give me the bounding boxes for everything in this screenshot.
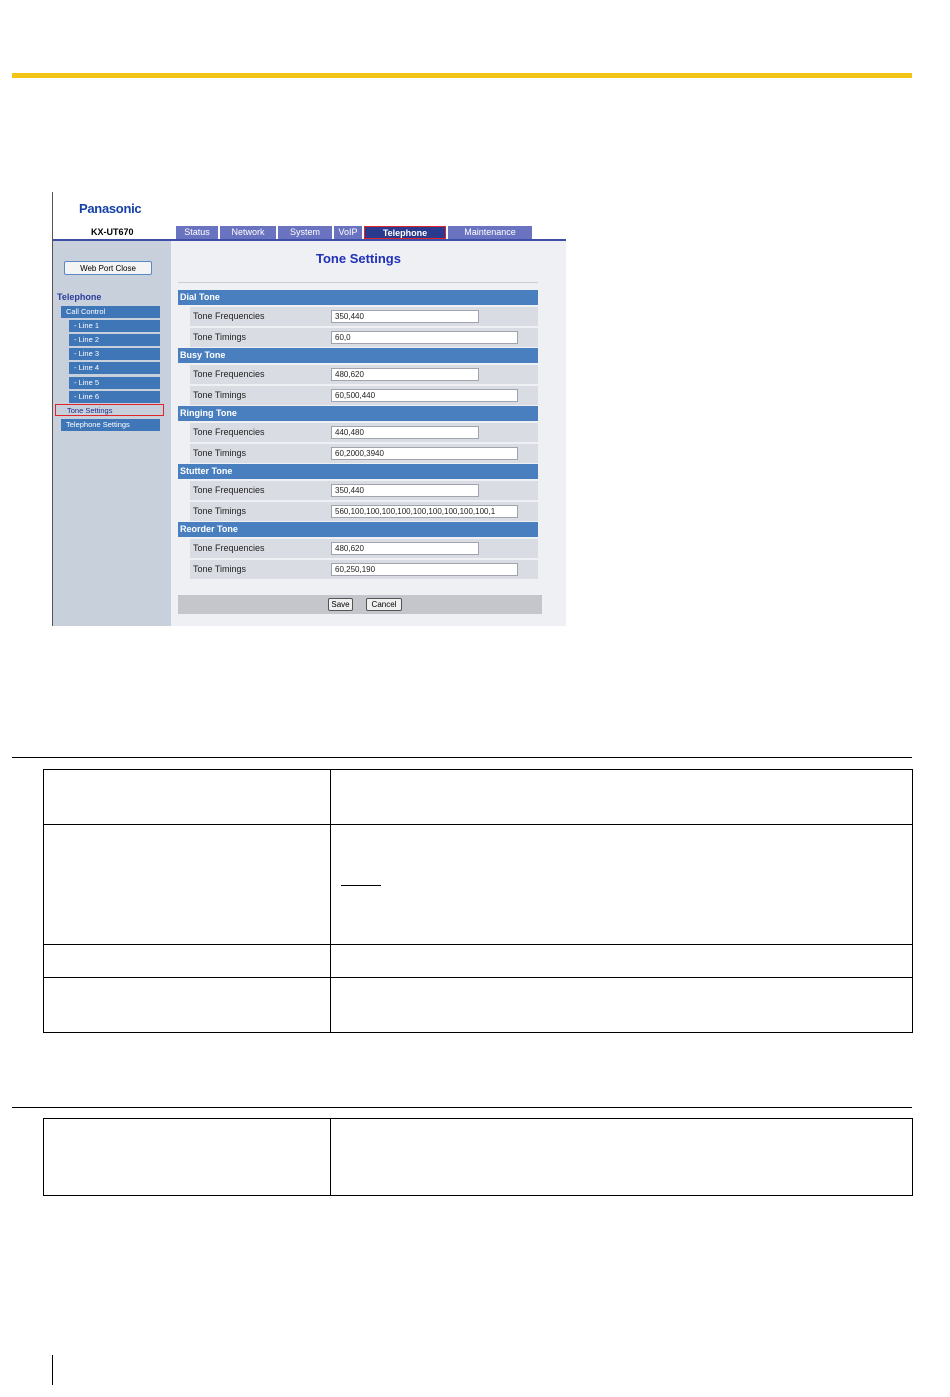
tab-maintenance[interactable]: Maintenance [448,226,532,239]
sidebar-section-telephone: Telephone [57,292,102,302]
field-label: Tone Timings [193,448,247,458]
page-margin-bar [52,1355,53,1385]
table-cell [331,978,913,1033]
dial-tone-timings-input[interactable]: 60,0 [331,331,518,344]
field-label: Tone Frequencies [193,311,265,321]
table-cell [44,978,331,1033]
field-label: Tone Timings [193,564,247,574]
header-rule [12,73,912,78]
sidebar-item-line-2[interactable]: - Line 2 [69,334,160,346]
table-cell [44,1119,331,1196]
sidebar-item-line-3[interactable]: - Line 3 [69,348,160,360]
dial-tone-timings-row [190,328,538,347]
reorder-tone-frequencies-row [190,539,538,558]
settings-table [43,1118,913,1196]
save-button[interactable]: Save [328,598,353,611]
tab-voip[interactable]: VoIP [334,226,362,239]
field-label: Tone Timings [193,332,247,342]
sidebar-item-call-control[interactable]: Call Control [61,306,160,318]
sidebar-item-line-5[interactable]: - Line 5 [69,377,160,389]
dial-tone-frequencies-row [190,307,538,326]
table-cell [44,945,331,978]
ringing-tone-timings-row [190,444,538,463]
stutter-tone-frequencies-row [190,481,538,500]
stutter-tone-timings-row [190,502,538,521]
busy-tone-frequencies-row [190,365,538,384]
form-footer [178,595,542,614]
ringing-tone-frequencies-input[interactable]: 440,480 [331,426,479,439]
sidebar-item-line-4[interactable]: - Line 4 [69,362,160,374]
underline-mark [341,885,381,886]
panasonic-logo: Panasonic [79,201,142,216]
ringing-tone-timings-input[interactable]: 60,2000,3940 [331,447,518,460]
field-label: Tone Timings [193,390,247,400]
web-port-close-button[interactable]: Web Port Close [64,261,152,275]
stutter-tone-frequencies-input[interactable]: 350,440 [331,484,479,497]
reorder-tone-frequencies-input[interactable]: 480,620 [331,542,479,555]
field-label: Tone Timings [193,506,247,516]
busy-tone-frequencies-input[interactable]: 480,620 [331,368,479,381]
field-label: Tone Frequencies [193,369,265,379]
reorder-tone-timings-row [190,560,538,579]
sidebar-item-tone-settings[interactable]: Tone Settings [55,404,164,416]
table-cell [331,1119,913,1196]
model-name: KX-UT670 [91,227,134,237]
sidebar-item-telephone-settings[interactable]: Telephone Settings [61,419,160,431]
title-divider [178,282,538,283]
busy-tone-timings-input[interactable]: 60,500,440 [331,389,518,402]
page-title: Tone Settings [316,251,401,266]
section-dial-tone: Dial Tone [178,290,538,305]
busy-tone-timings-row [190,386,538,405]
cancel-button[interactable]: Cancel [366,598,402,611]
table-cell [331,945,913,978]
field-label: Tone Frequencies [193,485,265,495]
tab-system[interactable]: System [278,226,332,239]
field-label: Tone Frequencies [193,543,265,553]
stutter-tone-timings-input[interactable]: 560,100,100,100,100,100,100,100,100,100,1 [331,505,518,518]
ringing-tone-frequencies-row [190,423,538,442]
tab-network[interactable]: Network [220,226,276,239]
section-reorder-tone: Reorder Tone [178,522,538,537]
reorder-tone-timings-input[interactable]: 60,250,190 [331,563,518,576]
table-cell [44,770,331,825]
section-ringing-tone: Ringing Tone [178,406,538,421]
section-stutter-tone: Stutter Tone [178,464,538,479]
section-rule [12,1107,912,1108]
table-cell [331,770,913,825]
table-cell [331,825,913,945]
dial-tone-frequencies-input[interactable]: 350,440 [331,310,479,323]
sidebar-item-line-1[interactable]: - Line 1 [69,320,160,332]
section-busy-tone: Busy Tone [178,348,538,363]
tab-telephone[interactable]: Telephone [364,226,446,239]
tab-status[interactable]: Status [176,226,218,239]
section-rule [12,757,912,758]
sidebar-item-line-6[interactable]: - Line 6 [69,391,160,403]
settings-table [43,769,913,1033]
field-label: Tone Frequencies [193,427,265,437]
table-cell [44,825,331,945]
